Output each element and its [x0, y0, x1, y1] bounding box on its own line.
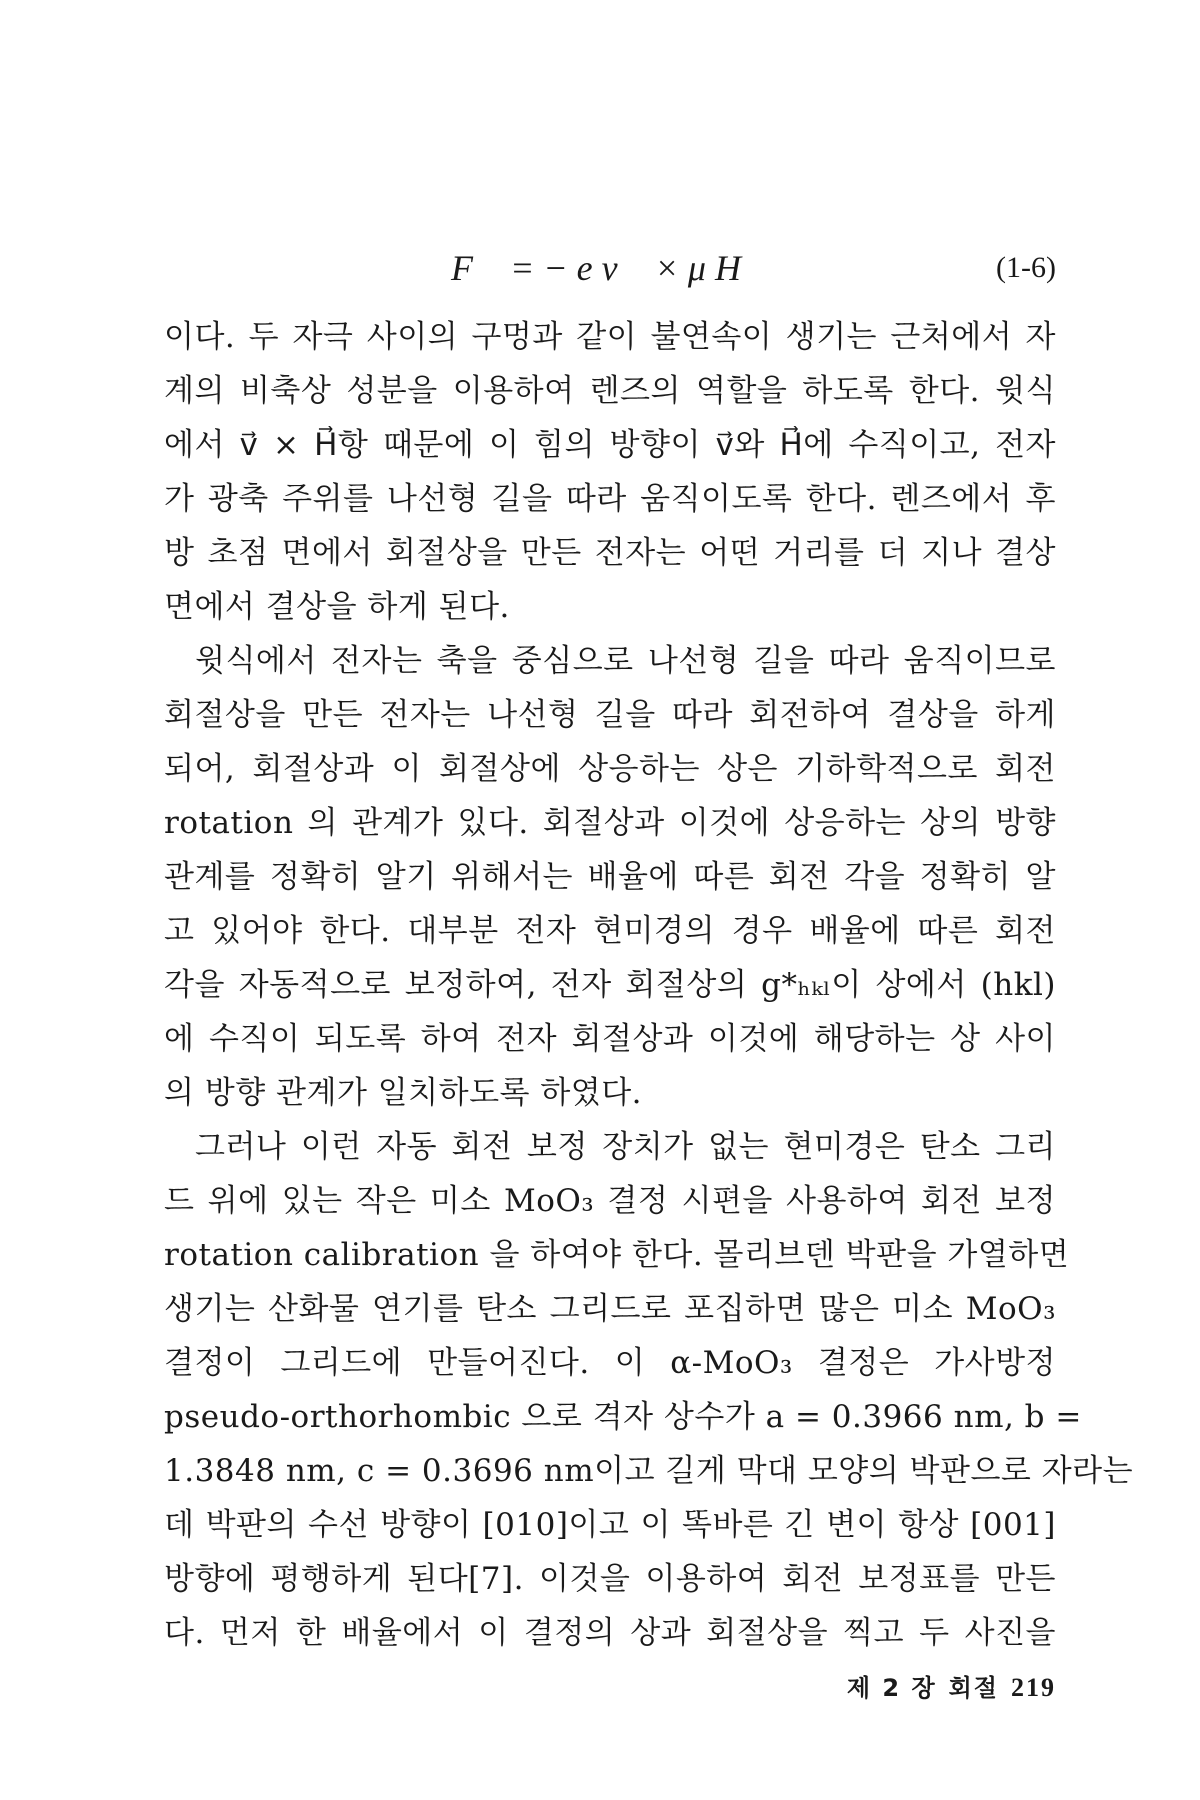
text-line: 결정이 그리드에 만들어진다. 이 α-MoO₃ 결정은 가사방정 — [164, 1345, 1056, 1381]
body-text — [164, 310, 1134, 1660]
text-line: 1.3848 nm, c = 0.3696 nm이고 길게 막대 모양의 박판으로 자라는 — [164, 1453, 1134, 1489]
text-line: 윗식에서 전자는 축을 중심으로 나선형 길을 따라 움직이므로 — [195, 643, 1056, 679]
text-line: 방 초점 면에서 회절상을 만든 전자는 어떤 거리를 더 지나 결상 — [164, 535, 1056, 571]
text-line: 각을 자동적으로 보정하여, 전자 회절상의 g*ₕₖₗ이 상에서 (hkl) — [164, 967, 1056, 1003]
text-line: 이다. 두 자극 사이의 구멍과 같이 불연속이 생기는 근처에서 자 — [164, 319, 1056, 355]
text-line: 에 수직이 되도록 하여 전자 회절상과 이것에 해당하는 상 사이 — [164, 1021, 1056, 1057]
equation-number: (1-6) — [996, 251, 1056, 284]
text-line: 가 광축 주위를 나선형 길을 따라 움직이도록 한다. 렌즈에서 후 — [164, 481, 1056, 517]
chapter-title: 회절 — [948, 1674, 999, 1702]
text-line: 관계를 정확히 알기 위해서는 배율에 따른 회전 각을 정확히 알 — [164, 859, 1056, 895]
text-line: 데 박판의 수선 방향이 [010]이고 이 똑바른 긴 변이 항상 [001] — [164, 1507, 1056, 1543]
text-line: 회절상을 만든 전자는 나선형 길을 따라 회전하여 결상을 하게 — [164, 697, 1056, 733]
lorentz-force-equation: F⃗ = − e v⃗ × μ H⃗ — [451, 248, 769, 288]
text-line: 방향에 평행하게 된다[7]. 이것을 이용하여 회전 보정표를 만든 — [164, 1561, 1056, 1597]
equation-row — [164, 238, 1056, 298]
text-line: 생기는 산화물 연기를 탄소 그리드로 포집하면 많은 미소 MoO₃ — [164, 1291, 1056, 1327]
text-line: 고 있어야 한다. 대부분 전자 현미경의 경우 배율에 따른 회전 — [164, 913, 1056, 949]
text-line: 의 방향 관계가 일치하도록 하였다. — [164, 1075, 643, 1111]
text-line: rotation 의 관계가 있다. 회절상과 이것에 상응하는 상의 방향 — [164, 805, 1056, 841]
page-footer — [835, 1668, 1056, 1708]
text-line: 다. 먼저 한 배율에서 이 결정의 상과 회절상을 찍고 두 사진을 — [164, 1615, 1056, 1651]
text-line: pseudo-orthorhombic 으로 격자 상수가 a = 0.3966 nm, b = — [164, 1399, 1082, 1435]
text-line: 그러나 이런 자동 회전 보정 장치가 없는 현미경은 탄소 그리 — [195, 1129, 1056, 1165]
text-line: 되어, 회절상과 이 회절상에 상응하는 상은 기하학적으로 회전 — [164, 751, 1056, 787]
text-line: 드 위에 있는 작은 미소 MoO₃ 결정 시편을 사용하여 회전 보정 — [164, 1183, 1056, 1219]
chapter-label: 제 2 장 — [846, 1674, 937, 1702]
text-line: 계의 비축상 성분을 이용하여 렌즈의 역할을 하도록 한다. 윗식 — [164, 373, 1056, 409]
page-number: 219 — [1011, 1673, 1056, 1702]
text-line: rotation calibration 을 하여야 한다. 몰리브덴 박판을 가열하면 — [164, 1237, 1070, 1273]
text-line: 면에서 결상을 하게 된다. — [164, 589, 510, 625]
text-line: 에서 v⃗ × H⃗항 때문에 이 힘의 방향이 v⃗와 H⃗에 수직이고, 전자 — [164, 427, 1056, 463]
